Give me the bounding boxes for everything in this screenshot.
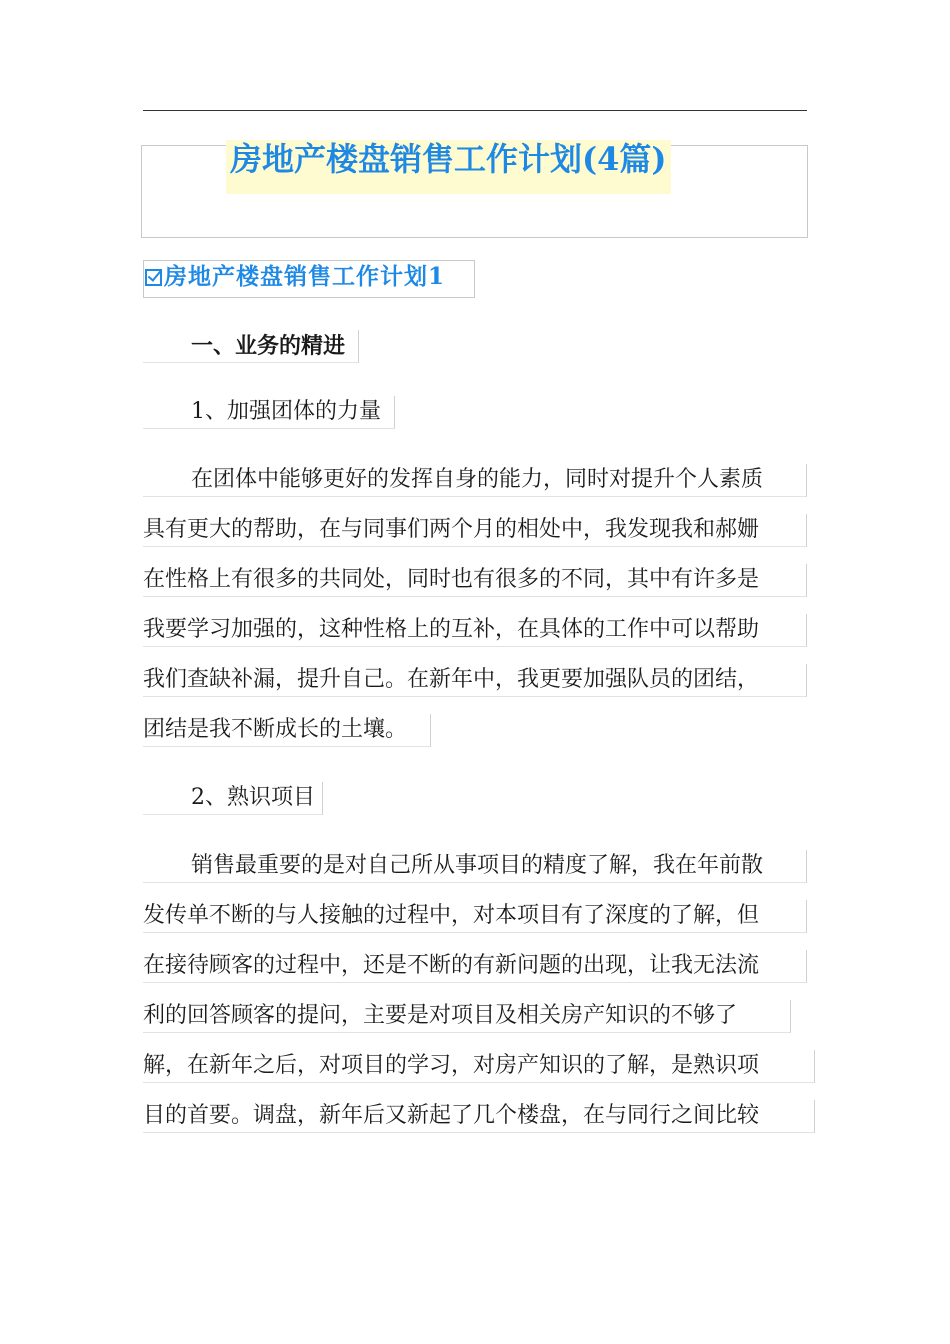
paragraph-1-line-3: 在性格上有很多的共同处，同时也有很多的不同，其中有许多是 bbox=[143, 564, 807, 597]
section-title bbox=[145, 262, 445, 292]
paragraph-2-line-4: 利的回答顾客的提问，主要是对项目及相关房产知识的不够了 bbox=[143, 1000, 791, 1033]
paragraph-2-line-3: 在接待顾客的过程中，还是不断的有新问题的出现，让我无法流 bbox=[143, 950, 807, 983]
document-title: 房地产楼盘销售工作计划(4篇) bbox=[226, 140, 671, 194]
paragraph-1-line-5: 我们查缺补漏，提升自己。在新年中，我更要加强队员的团结， bbox=[143, 664, 807, 697]
paragraph-1-line-4: 我要学习加强的，这种性格上的互补，在具体的工作中可以帮助 bbox=[143, 614, 807, 647]
top-rule bbox=[143, 110, 807, 111]
paragraph-2-line-6: 目的首要。调盘，新年后又新起了几个楼盘，在与同行之间比较 bbox=[143, 1100, 815, 1133]
paragraph-2-line-2: 发传单不断的与人接触的过程中，对本项目有了深度的了解，但 bbox=[143, 900, 807, 933]
paragraph-2-line-1: 销售最重要的是对自己所从事项目的精度了解，我在年前散 bbox=[143, 850, 807, 883]
heading-business: 一、业务的精进 bbox=[143, 330, 359, 363]
checkbox-icon bbox=[145, 269, 162, 286]
paragraph-2-line-5: 解，在新年之后，对项目的学习，对房产知识的了解，是熟识项 bbox=[143, 1050, 815, 1083]
paragraph-1-line-2: 具有更大的帮助，在与同事们两个月的相处中，我发现我和郝姗 bbox=[143, 514, 807, 547]
section-title-text: 房地产楼盘销售工作计划1 bbox=[164, 263, 446, 290]
subheading-team: 1、加强团体的力量 bbox=[143, 396, 395, 429]
subheading-project: 2、熟识项目 bbox=[143, 782, 323, 815]
paragraph-1-line-1: 在团体中能够更好的发挥自身的能力，同时对提升个人素质 bbox=[143, 464, 807, 497]
paragraph-1-line-6: 团结是我不断成长的土壤。 bbox=[143, 714, 431, 747]
